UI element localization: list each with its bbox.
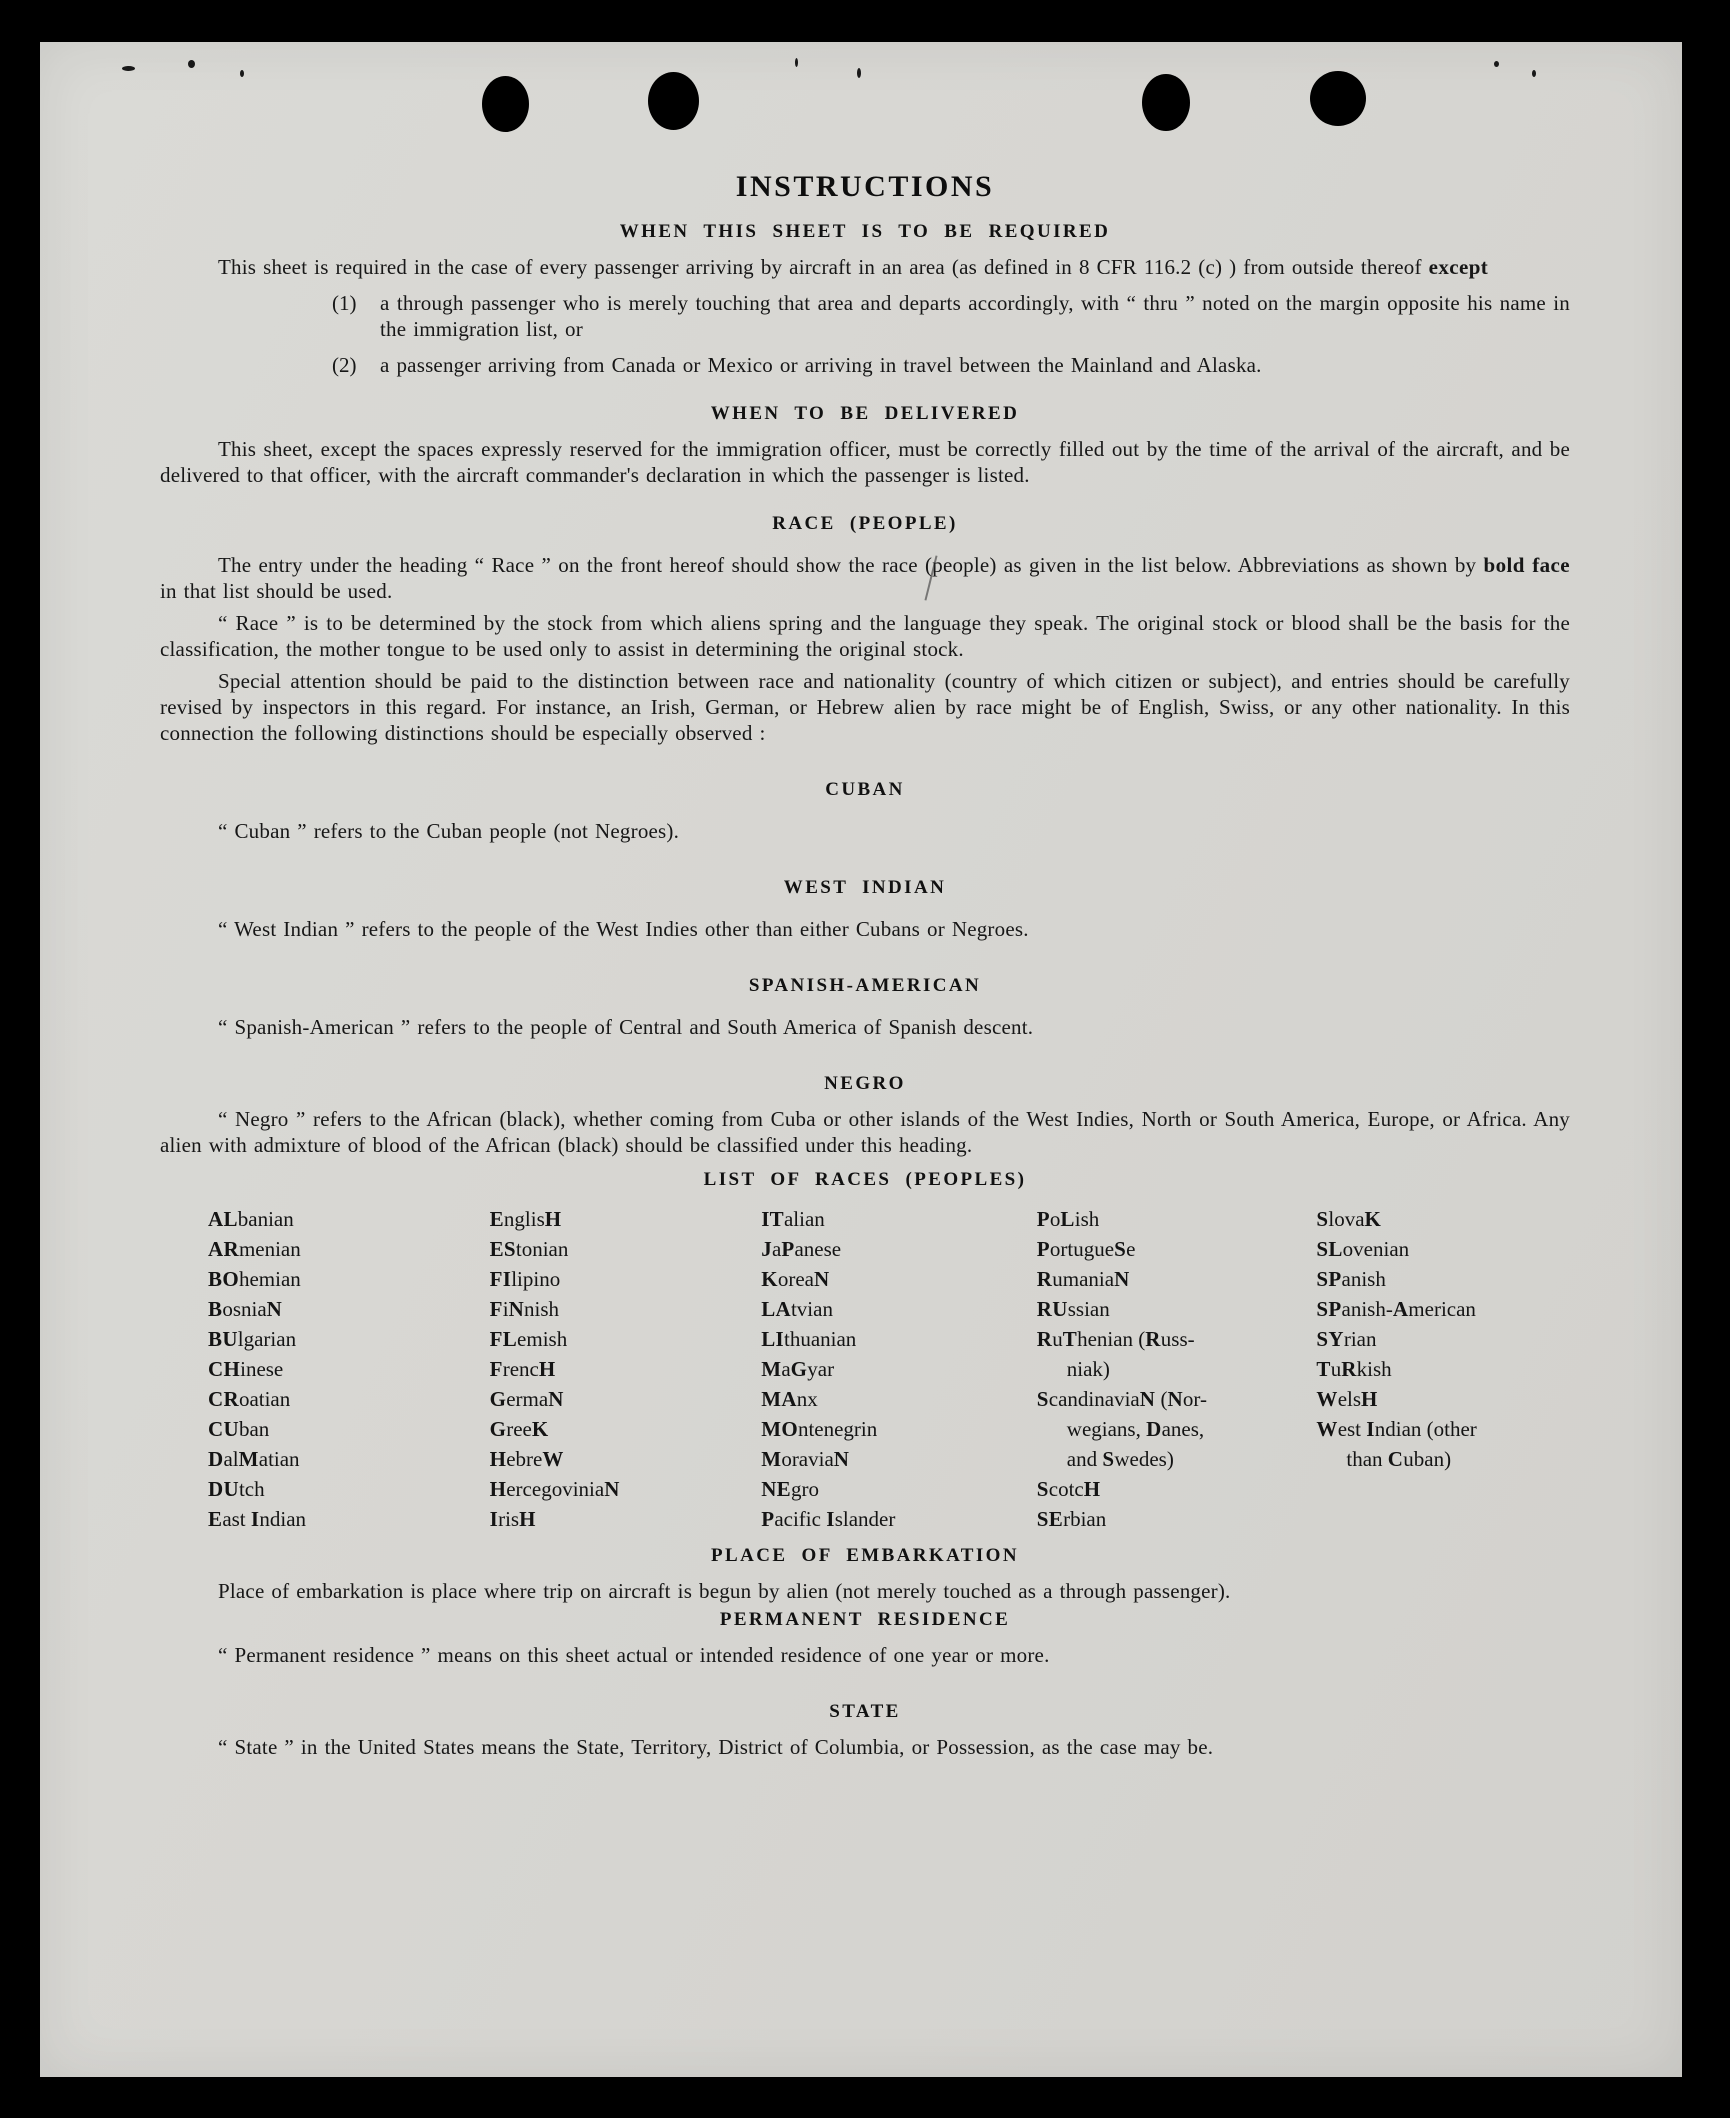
race-item: JaPanese xyxy=(761,1237,842,1261)
race-item: SYrian xyxy=(1316,1327,1377,1351)
scan-speck xyxy=(188,60,195,68)
punch-hole xyxy=(482,76,529,132)
race-item: SErbian xyxy=(1036,1507,1107,1531)
scan-speck xyxy=(1494,61,1499,67)
race-item: BosniaN xyxy=(208,1297,283,1321)
race-item: FiNnish xyxy=(489,1297,560,1321)
race-item: CUban xyxy=(208,1417,270,1441)
paragraph-race-1 xyxy=(160,552,1570,604)
race-item: SPanish xyxy=(1316,1267,1386,1291)
heading-race: RACE (PEOPLE) xyxy=(772,513,958,534)
paragraph-embarkation: Place of embarkation is place where trip on aircraft is begun by alien (not merely touched as a through passenger). xyxy=(218,1579,1231,1603)
race-item: RumaniaN xyxy=(1036,1267,1130,1291)
item-number: (2) xyxy=(332,353,357,377)
race-p1-before: The entry under the heading “ Race ” on the front hereof should show the race (people) as given in the list below. Abbreviations as shown by xyxy=(218,553,1484,577)
heading-state: STATE xyxy=(829,1701,901,1722)
scan-speck xyxy=(795,58,798,67)
race-item: RuThenian (Russ- xyxy=(1036,1327,1195,1351)
race-item: than Cuban) xyxy=(1346,1447,1452,1471)
race-item: NEgro xyxy=(761,1477,819,1501)
race-item: SLovenian xyxy=(1316,1237,1410,1261)
race-item: CHinese xyxy=(208,1357,284,1381)
list-item xyxy=(332,290,1570,342)
race-item: GreeK xyxy=(489,1417,549,1441)
race-item: ALbanian xyxy=(208,1207,294,1231)
scan-speck xyxy=(857,68,861,78)
race-item: CRoatian xyxy=(208,1387,291,1411)
race-item: MAnx xyxy=(761,1387,818,1411)
intro-text: This sheet is required in the case of every passenger arriving by aircraft in an area (as defined in 8 CFR 116.2 (c) ) from outside thereof xyxy=(218,255,1429,279)
item-number: (1) xyxy=(332,291,357,315)
item-text: a passenger arriving from Canada or Mexico or arriving in travel between the Mainland and Alaska. xyxy=(380,353,1262,377)
race-item: ScotcH xyxy=(1036,1477,1101,1501)
race-item: and Swedes) xyxy=(1066,1447,1174,1471)
paragraph-when-required xyxy=(160,254,1570,280)
race-item: SPanish-American xyxy=(1316,1297,1476,1321)
race-item: wegians, Danes, xyxy=(1066,1417,1205,1441)
intro-bold-word: except xyxy=(1428,255,1489,279)
punch-hole xyxy=(1142,74,1190,131)
race-item: PoLish xyxy=(1036,1207,1100,1231)
heading-spanish-american: SPANISH-AMERICAN xyxy=(748,975,982,996)
punch-hole xyxy=(1310,71,1366,126)
heading-permanent-residence: PERMANENT RESIDENCE xyxy=(719,1609,1011,1630)
race-item: PortugueSe xyxy=(1036,1237,1136,1261)
paragraph-permanent-residence: “ Permanent residence ” means on this sheet actual or intended residence of one year or more. xyxy=(218,1643,1050,1667)
race-item: niak) xyxy=(1066,1357,1110,1381)
heading-embarkation: PLACE OF EMBARKATION xyxy=(711,1545,1019,1566)
race-p1-after: in that list should be used. xyxy=(160,579,393,603)
scan-speck xyxy=(240,70,244,77)
heading-west-indian: WEST INDIAN xyxy=(783,877,947,898)
races-column-1 xyxy=(208,1204,490,1534)
race-item: BOhemian xyxy=(208,1267,301,1291)
heading-when-delivered: WHEN TO BE DELIVERED xyxy=(710,403,1020,424)
race-item: LAtvian xyxy=(761,1297,833,1321)
race-item: HebreW xyxy=(489,1447,564,1471)
race-item: DUtch xyxy=(208,1477,265,1501)
race-item: West Indian (other xyxy=(1316,1417,1477,1441)
race-item: ITalian xyxy=(761,1207,825,1231)
race-item: Pacific Islander xyxy=(761,1507,896,1531)
race-item: FLemish xyxy=(489,1327,568,1351)
race-item: RUssian xyxy=(1036,1297,1110,1321)
heading-negro: NEGRO xyxy=(824,1073,906,1094)
race-item: GermaN xyxy=(489,1387,564,1411)
paragraph-cuban: “ Cuban ” refers to the Cuban people (not Negroes). xyxy=(218,819,680,843)
races-column-4 xyxy=(1037,1204,1317,1534)
punch-hole xyxy=(648,72,699,130)
race-item: HercegoviniaN xyxy=(489,1477,620,1501)
race-item: East Indian xyxy=(208,1507,307,1531)
race-item: FIlipino xyxy=(489,1267,561,1291)
paragraph-spanish-american: “ Spanish-American ” refers to the people of Central and South America of Spanish descent. xyxy=(218,1015,1034,1039)
paragraph-west-indian: “ West Indian ” refers to the people of the West Indies other than either Cubans or Negroes. xyxy=(218,917,1029,941)
scan-speck xyxy=(1532,70,1536,77)
item-text: a through passenger who is merely touching that area and departs accordingly, with “ thru ” noted on the margin opposite his name in the immigration list, or xyxy=(380,291,1570,341)
races-column-2 xyxy=(490,1204,762,1534)
heading-list-of-races: LIST OF RACES (PEOPLES) xyxy=(703,1169,1027,1190)
race-item: SlovaK xyxy=(1316,1207,1382,1231)
races-list xyxy=(208,1204,1570,1534)
race-item: MOntenegrin xyxy=(761,1417,878,1441)
page-title: INSTRUCTIONS xyxy=(735,170,995,203)
paragraph-when-delivered: This sheet, except the spaces expressly reserved for the immigration officer, must be correctly filled out by the time of the arrival of the aircraft, and be delivered to that officer, with the aircraft commander's declaration in which the passenger is listed. xyxy=(160,437,1570,487)
races-column-5 xyxy=(1316,1204,1570,1534)
race-item: ScandinaviaN (Nor- xyxy=(1036,1387,1207,1411)
heading-cuban: CUBAN xyxy=(825,779,905,800)
race-item: LIthuanian xyxy=(761,1327,857,1351)
paragraph-race-3: Special attention should be paid to the distinction between race and nationality (country of which citizen or subject), and entries should be carefully revised by inspectors in this regard. For instance, an Irish, German, or Hebrew alien by race might be of English, Swiss, or any other nationality. In this connection the following distinctions should be especially observed : xyxy=(160,669,1570,745)
race-item: WelsH xyxy=(1316,1387,1378,1411)
scan-speck xyxy=(122,66,135,71)
document-page xyxy=(40,42,1682,2077)
races-column-3 xyxy=(761,1204,1037,1534)
race-p1-bold: bold face xyxy=(1483,553,1570,577)
race-item: BUlgarian xyxy=(208,1327,297,1351)
race-item: EnglisH xyxy=(489,1207,562,1231)
race-item: KoreaN xyxy=(761,1267,830,1291)
race-item: EStonian xyxy=(489,1237,569,1261)
race-item: ARmenian xyxy=(208,1237,301,1261)
race-item: MoraviaN xyxy=(761,1447,850,1471)
heading-when-required: WHEN THIS SHEET IS TO BE REQUIRED xyxy=(619,221,1111,242)
race-item: MaGyar xyxy=(761,1357,835,1381)
paragraph-negro: “ Negro ” refers to the African (black), whether coming from Cuba or other islands of the West Indies, North or South America, Europe, or Africa. Any alien with admixture of blood of the African (black) should be classified under this heading. xyxy=(160,1107,1570,1157)
list-item xyxy=(332,352,1570,378)
paragraph-state: “ State ” in the United States means the State, Territory, District of Columbia, or Possession, as the case may be. xyxy=(218,1735,1214,1759)
paragraph-race-2: “ Race ” is to be determined by the stock from which aliens spring and the language they speak. The original stock or blood shall be the basis for the classification, the mother tongue to be used only to assist in determining the original stock. xyxy=(160,611,1570,661)
race-item: TuRkish xyxy=(1316,1357,1392,1381)
race-item: DalMatian xyxy=(208,1447,300,1471)
race-item: FrencH xyxy=(489,1357,556,1381)
race-item: IrisH xyxy=(489,1507,536,1531)
